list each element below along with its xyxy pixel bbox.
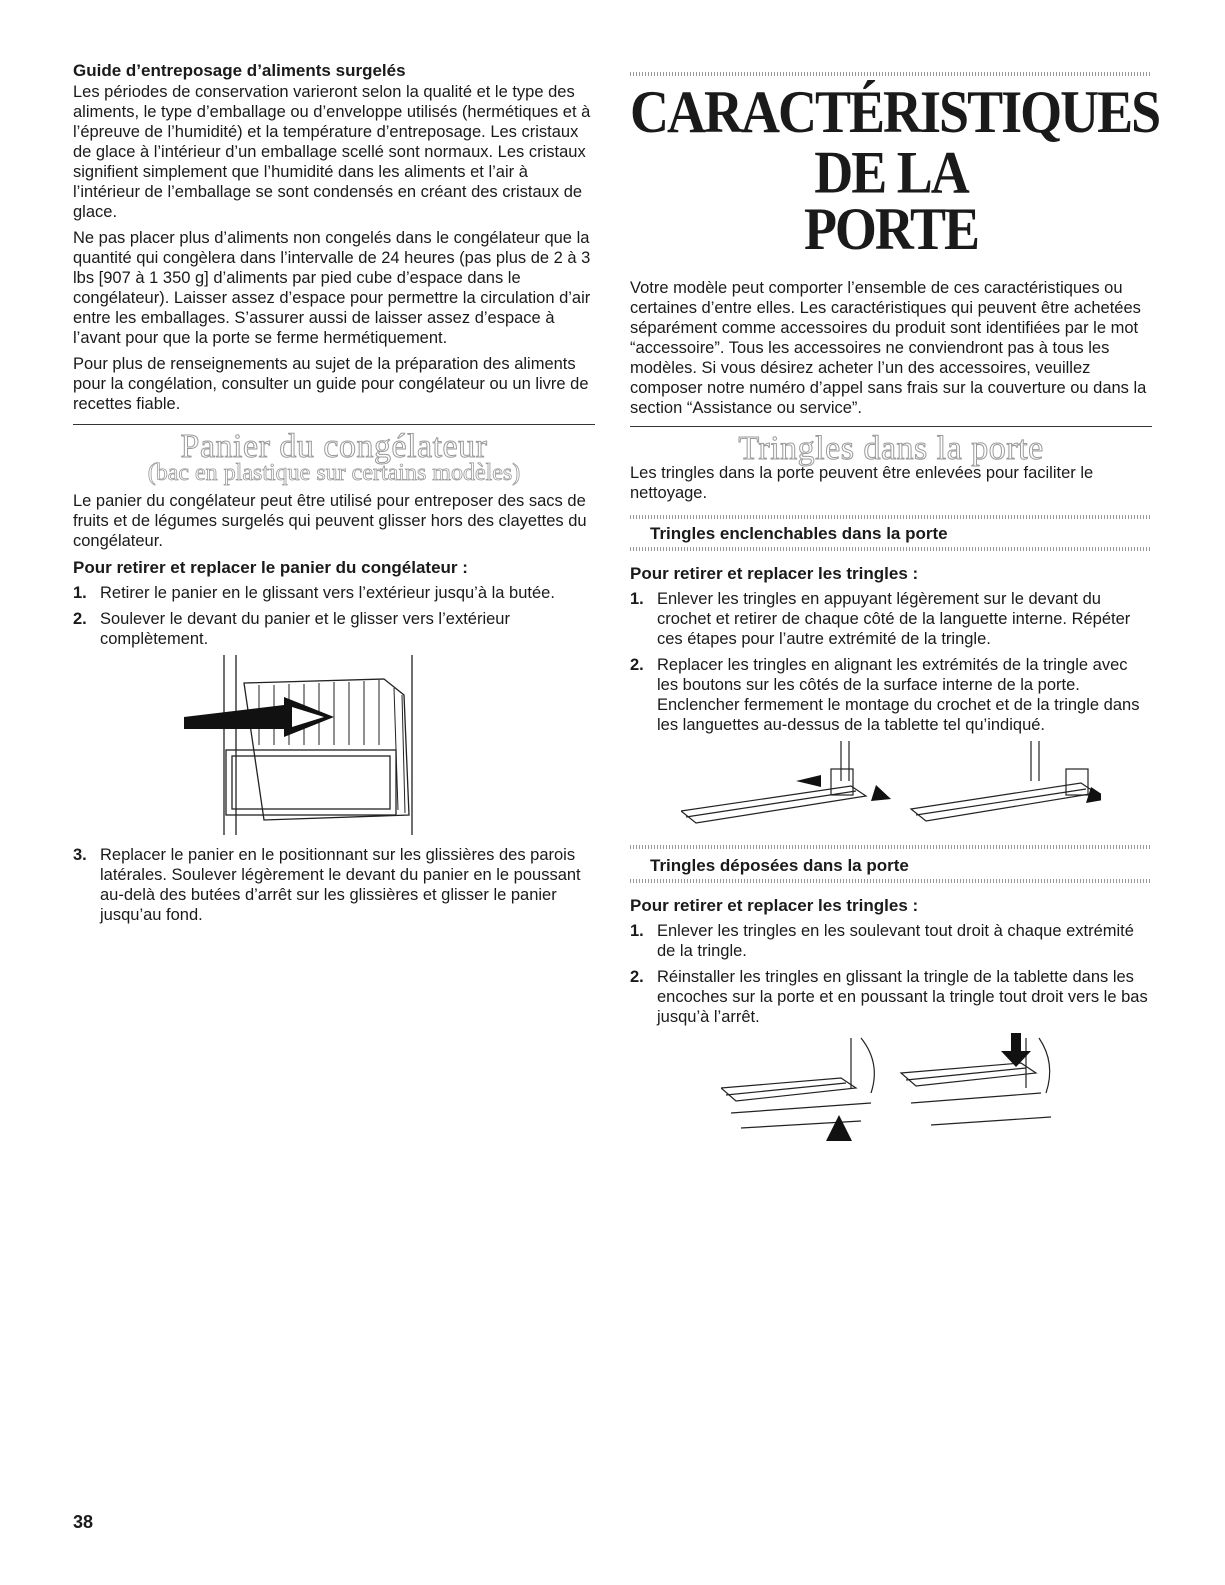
right-column: [630, 72, 1160, 1143]
page-title-line-2: PORTE: [803, 195, 979, 263]
freezer-basket-title: Panier du congélateur: [180, 428, 488, 465]
list-item: 1. Enlever les tringles en appuyant légèrement sur le devant du crochet et retirer de chaque côté de la languette interne. Répéter ces étapes pour l’autre extrémité de la tringle.: [630, 590, 1131, 648]
storage-guide-heading: Guide d’entreposage d’aliments surgelés: [73, 61, 406, 80]
snap-in-bin-illustration: [681, 741, 1101, 831]
list-item: 1. Retirer le panier en le glissant vers l’extérieur jusqu’à la butée.: [73, 584, 555, 602]
door-bins-title: Tringles dans la porte: [738, 430, 1044, 467]
list-item: 2. Replacer les tringles en alignant les extrémités de la tringle avec les boutons sur les côtés de la surface interne de la porte. Enclencher fermement le montage du crochet et de la tringle dans les languettes au-dessus de la tablette tel qu’indiqué.: [630, 656, 1140, 734]
door-features-intro: Votre modèle peut comporter l’ensemble de ces caractéristiques ou certaines d’entre elles. Les caractéristiques qui peuvent être achetées séparément comme accessoires du produit sont identifiées par le mot “accessoire”. Tous les accessoires ne conviendront pas à tous les modèles. Si vous désirez acheter l’un des accessoires, veuillez composer notre numéro d’appel sans frais sur la couverture ou dans la section “Assistance ou service”.: [630, 279, 1147, 417]
drop-steps-heading: Pour retirer et replacer les tringles :: [630, 896, 919, 915]
snap-steps-list: [630, 589, 1152, 735]
page-number: 38: [73, 1512, 94, 1532]
list-item: 3. Replacer le panier en le positionnant sur les glissières des parois latérales. Soulever légèrement le devant du panier en le poussant au-delà des butées d’arrêt sur les glissières et glisser le panier jusqu’au fond.: [73, 846, 581, 924]
left-column: [73, 60, 595, 931]
drop-steps-list: [630, 921, 1152, 1027]
drop-in-bin-illustration: [721, 1033, 1061, 1143]
storage-paragraph-3: Pour plus de renseignements au sujet de la préparation des aliments pour la congélation, consulter un guide pour congélateur ou un livre de recettes fiable.: [73, 355, 589, 413]
storage-paragraph-1: Les périodes de conservation varieront selon la qualité et le type des aliments, le type d’emballage ou d’enveloppe utilisés (hermétiques et à l’épreuve de l’humidité) et la température d’entreposage. Les cristaux de glace à l’intérieur d’un emballage scellé sont normaux. Les cristaux signifient simplement que l’humidité dans les aliments et l’air à l’intérieur de l’emballage se sont condensés en créant des cristaux de glace.: [73, 83, 591, 221]
hatched-rule: [630, 845, 1152, 849]
basket-steps-list-continued: [73, 845, 595, 925]
list-item: 1. Enlever les tringles en les soulevant tout droit à chaque extrémité de la tringle.: [630, 922, 1134, 960]
drop-in-bins-heading: Tringles déposées dans la porte: [650, 856, 909, 875]
snap-in-bins-heading: Tringles enclenchables dans la porte: [650, 524, 948, 543]
list-item: 2. Soulever le devant du panier et le glisser vers l’extérieur complètement.: [73, 610, 510, 648]
door-bins-intro: Les tringles dans la porte peuvent être enlevées pour faciliter le nettoyage.: [630, 464, 1094, 502]
snap-steps-heading: Pour retirer et replacer les tringles :: [630, 564, 919, 583]
hatched-rule: [630, 515, 1152, 519]
page-title-line-1: CARACTÉRISTIQUES DE LA: [630, 78, 1160, 206]
freezer-basket-subtitle: (bac en plastique sur certains modèles): [147, 460, 521, 486]
freezer-basket-illustration: [184, 655, 484, 835]
list-item: 2. Réinstaller les tringles en glissant la tringle de la tablette dans les encoches sur la porte et en poussant la tringle tout droit vers le bas jusqu’à l’arrêt.: [630, 968, 1148, 1026]
basket-steps-heading: Pour retirer et replacer le panier du congélateur :: [73, 558, 468, 577]
freezer-basket-intro: Le panier du congélateur peut être utilisé pour entreposer des sacs de fruits et de légumes surgelés qui peuvent glisser hors des clayettes du congélateur.: [73, 492, 587, 550]
storage-paragraph-2: Ne pas placer plus d’aliments non congelés dans le congélateur que la quantité qui congèlera dans l’intervalle de 24 heures (pas plus de 2 à 3 lbs [907 à 1 350 g] d’aliments par pied cube d’espace dans le congélateur). Laisser assez d’espace pour permettre la circulation d’air entre les emballages. S’assurer aussi de laisser assez d’espace à l’avant pour que la porte se ferme hermétiquement.: [73, 229, 591, 347]
basket-steps-list: [73, 583, 595, 649]
